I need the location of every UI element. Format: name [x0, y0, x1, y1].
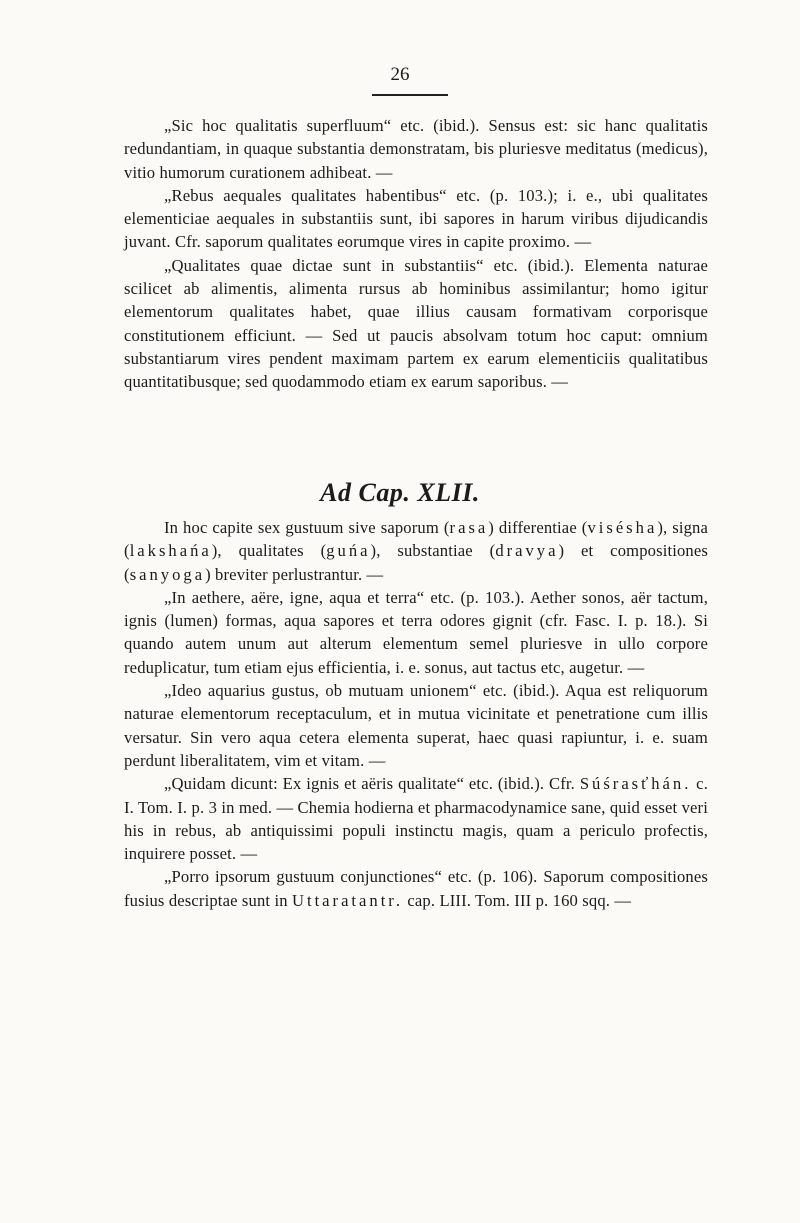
page-number: 26 [390, 64, 410, 85]
paragraph [124, 516, 708, 586]
work-title: Súśrasťhán. [579, 774, 692, 794]
text-run: ) breviter perlustrantur. — [205, 564, 384, 584]
text-run: cap. LIII. Tom. III p. 160 sqq. — [403, 890, 632, 910]
sanskrit-term: dravya [495, 541, 559, 561]
sanskrit-term: guńa [326, 541, 371, 561]
paragraph [124, 865, 708, 912]
paragraph: „In aethere, aëre, igne, aqua et terra“ etc. (p. 103.). Aether sonos, aër tactum, ignis (lumen) formas, aqua sapores et terra odores gignit (cfr. Fasc. I. p. 18.). Si quando autem unum aut alterum elementum semel pluriesve in ullo corpore reduplicatur, tum etiam ejus efficientia, i. e. sonus, aut tactus etc, augetur. — [124, 587, 708, 677]
commentary-block-after [124, 516, 708, 912]
commentary-block-before [124, 114, 708, 394]
text-run: ) differentiae ( [488, 518, 588, 537]
sanskrit-term: visésha [587, 518, 658, 537]
text-run: ), signa ( [124, 518, 708, 561]
text-run: In hoc capite sex gustuum sive saporum ( [164, 518, 450, 537]
paragraph: „Sic hoc qualitatis superfluum“ etc. (ibid.). Sensus est: sic hanc qualitatis redundantiam, in quaque substantia demonstratam, bis pluriesve meditatus (medicus), vitio humorum curationem adhibeat. — [124, 116, 708, 182]
chapter-heading: Ad Cap. XLII. [320, 478, 480, 507]
text-run: „Porro ipsorum gustuum conjunctiones“ etc. (p. 106). Saporum compositiones fusius descriptae sunt in [124, 867, 708, 910]
paragraph [124, 772, 708, 865]
sanskrit-term: sanyoga [129, 564, 206, 584]
work-title: Uttaratantr. [291, 890, 404, 910]
header-rule [372, 94, 448, 96]
text-run: ), qualitates ( [211, 541, 327, 561]
sanskrit-term: rasa [449, 518, 489, 537]
sanskrit-term: lakshańa [129, 541, 212, 561]
paragraph: „Ideo aquarius gustus, ob mutuam unionem“ etc. (ibid.). Aqua est reliquorum naturae elementorum receptaculum, et in mutua vicinitate et penetratione cum illis versatur. Sin vero aqua cetera elementa superat, haec quasi rapiuntur, i. e. suam perdunt liberalitatem, vim et vitam. — [124, 681, 708, 770]
text-run: ) et compositiones ( [124, 541, 708, 584]
text-run: ), substantiae ( [370, 541, 496, 561]
paragraph: „Qualitates quae dictae sunt in substantiis“ etc. (ibid.). Elementa naturae scilicet ab alimentis, alimenta rursus ab hominibus assimilantur; homo igitur elementorum qualitates habet, quae illius causam formativam corporisque constitutionem efficiunt. — Sed ut paucis absolvam totum hoc caput: omnium substantiarum vires pendent maximam partem ex earum elementiciis qualitatibus quantitatibusque; sed quodammodo etiam ex earum saporibus. — [124, 255, 708, 392]
text-run: „Quidam dicunt: Ex ignis et aëris qualitate“ etc. (ibid.). Cfr. [164, 774, 580, 794]
text-run: c. I. Tom. I. p. 3 in med. — Chemia hodierna et pharmacodynamice sane, quid esset veri his in rebus, ab antiquissimi populi instinctu magis, quam a periculo profectis, inquirere posset. — [124, 774, 708, 864]
paragraph: „Rebus aequales qualitates habentibus“ etc. (p. 103.); i. e., ubi qualitates elementiciae aequales in substantiis sunt, ibi sapores in harum viribus dijudicandis juvant. Cfr. saporum qualitates eorumque vires in capite proximo. — [124, 185, 708, 252]
